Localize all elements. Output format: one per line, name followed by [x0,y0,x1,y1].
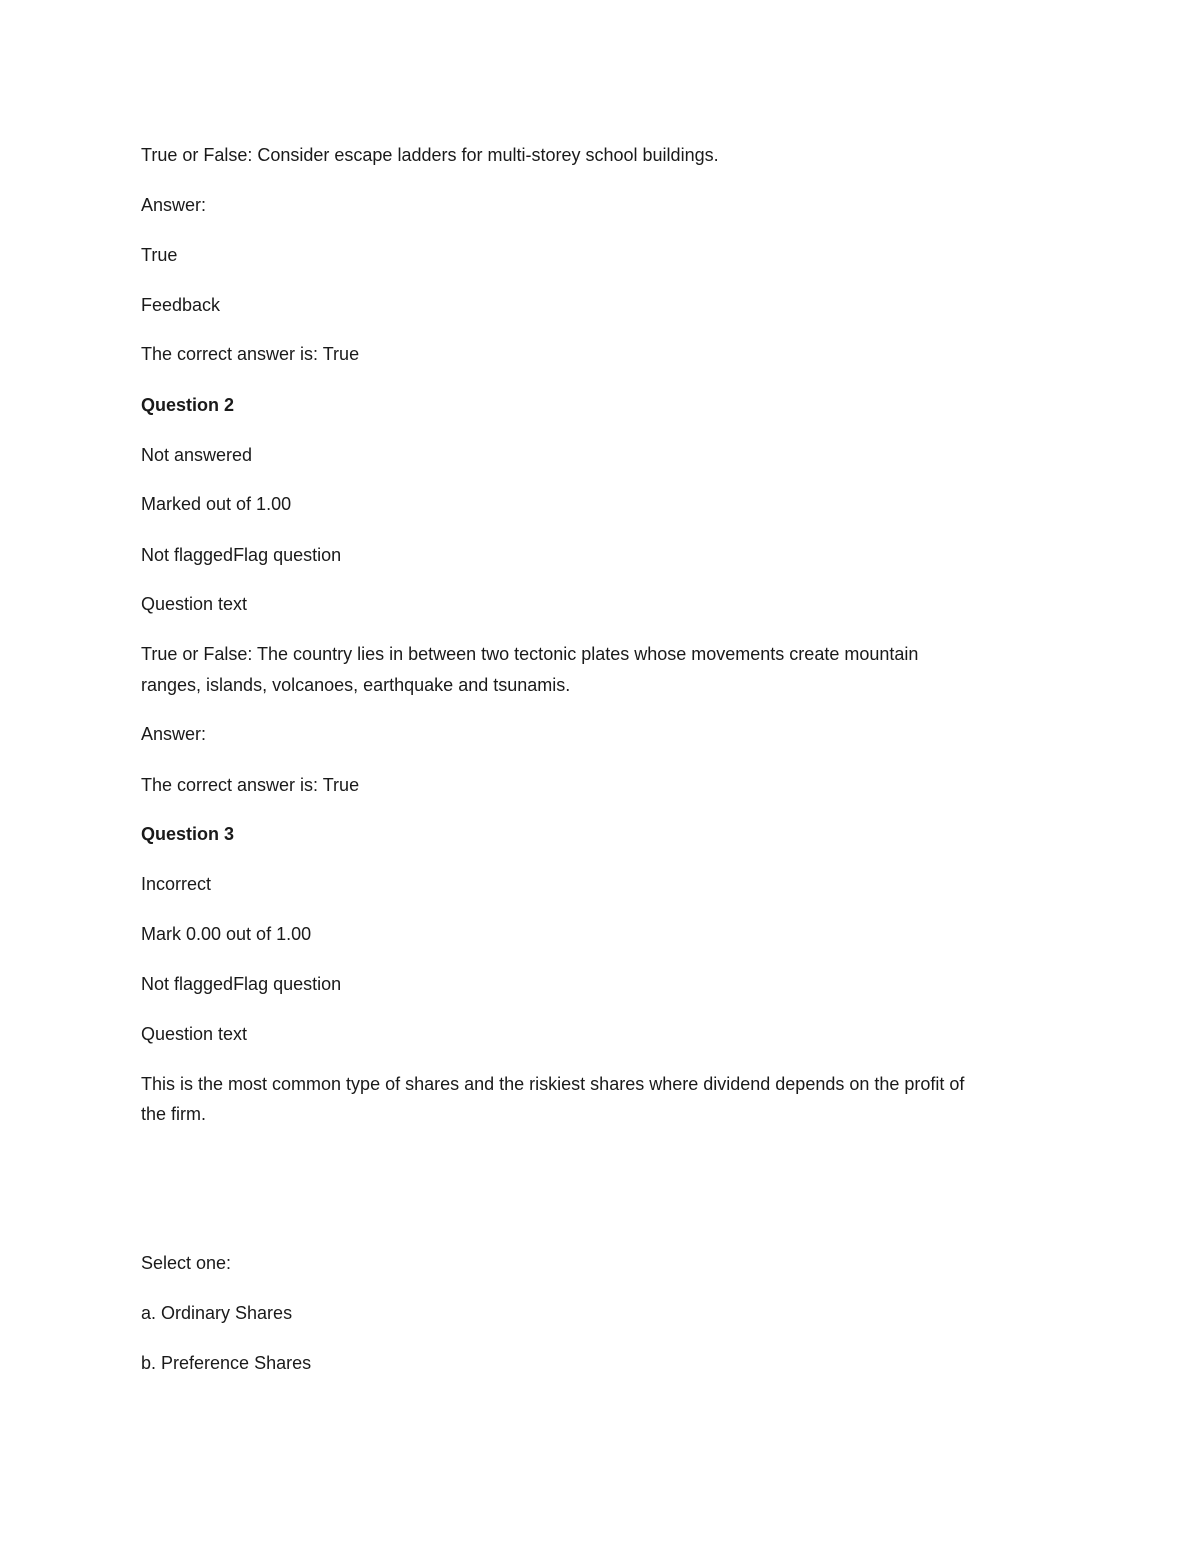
q1-answer-value: True [141,245,178,265]
q2-flag: Not flaggedFlag question [141,545,342,565]
q2-correct-answer: The correct answer is: True [141,775,360,795]
q3-status: Incorrect [141,874,212,894]
q3-heading: Question 3 [141,824,235,844]
q3-marks: Mark 0.00 out of 1.00 [141,924,312,944]
q2-question-text-label: Question text [141,594,248,614]
q2-marks: Marked out of 1.00 [141,494,292,514]
q1-feedback-label: Feedback [141,295,221,315]
q3-select-label: Select one: [141,1253,232,1273]
q2-prompt-line-2: ranges, islands, volcanoes, earthquake and tsunamis. [141,675,571,695]
q2-heading: Question 2 [141,395,235,415]
q3-prompt-line-1: This is the most common type of shares and the riskiest shares where dividend depends on the profit of [141,1074,965,1094]
q2-status: Not answered [141,445,253,465]
q3-prompt-line-2: the firm. [141,1104,207,1124]
q3-option-b[interactable]: b. Preference Shares [141,1353,312,1373]
q2-answer-label: Answer: [141,724,207,744]
q2-prompt-line-1: True or False: The country lies in between two tectonic plates whose movements create mountain [141,644,919,664]
q3-flag: Not flaggedFlag question [141,974,342,994]
q3-question-text-label: Question text [141,1024,248,1044]
q1-correct-answer: The correct answer is: True [141,344,360,364]
q1-answer-label: Answer: [141,195,207,215]
q3-option-a[interactable]: a. Ordinary Shares [141,1303,293,1323]
q1-prompt: True or False: Consider escape ladders for multi-storey school buildings. [141,145,719,165]
